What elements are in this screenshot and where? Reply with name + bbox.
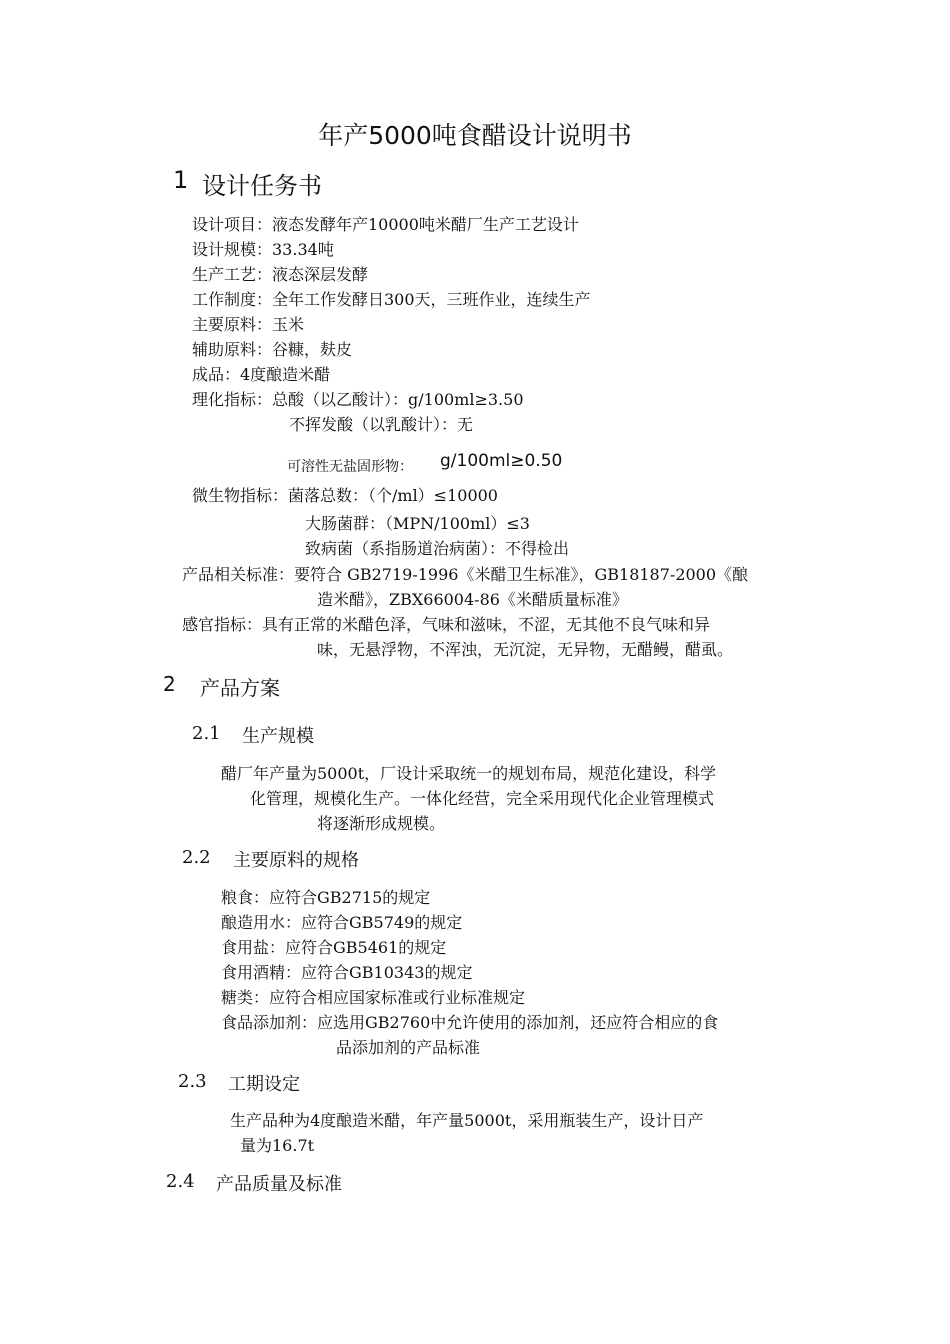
spec-line-value: g/100ml≥0.50 <box>440 451 563 471</box>
list-item: 食用酒精：应符合GB10343的规定 <box>221 963 473 982</box>
paragraph-line: 量为16.7t <box>240 1136 315 1155</box>
paragraph-line: 生产品种为4度酿造米醋，年产量5000t，采用瓶装生产，设计日产 <box>230 1111 704 1130</box>
section-2-3-heading: 工期设定 <box>228 1074 300 1095</box>
spec-line: 味，无悬浮物，不浑浊，无沉淀，无异物，无醋鳗，醋虱。 <box>317 640 734 659</box>
spec-line: 理化指标：总酸（以乙酸计）：g/100ml≥3.50 <box>192 390 524 409</box>
spec-line: 感官指标：具有正常的米醋色泽，气味和滋味，不涩，无其他不良气味和异 <box>182 615 711 634</box>
list-item: 糖类：应符合相应国家标准或行业标准规定 <box>221 988 526 1007</box>
paragraph-line: 化管理，规模化生产。一体化经营，完全采用现代化企业管理模式 <box>250 789 715 808</box>
section-2-1-heading: 生产规模 <box>242 726 314 747</box>
paragraph-line: 醋厂年产量为5000t，厂设计采取统一的规划布局，规范化建设，科学 <box>221 764 717 783</box>
spec-line: 造米醋》，ZBX66004-86《米醋质量标准》 <box>317 590 628 609</box>
section-2-2-number: 2.2 <box>182 847 211 868</box>
spec-line: 大肠菌群：（MPN/100ml）≤3 <box>305 514 530 533</box>
list-item: 粮食：应符合GB2715的规定 <box>221 888 431 907</box>
section-2-heading: 产品方案 <box>200 676 280 700</box>
list-item: 食品添加剂：应选用GB2760中允许使用的添加剂，还应符合相应的食 <box>221 1013 719 1032</box>
section-1-heading: 设计任务书 <box>202 172 322 200</box>
spec-line: 工作制度：全年工作发酵日300天，三班作业，连续生产 <box>192 290 591 309</box>
spec-line: 生产工艺：液态深层发酵 <box>192 265 369 284</box>
section-2-4-heading: 产品质量及标准 <box>216 1174 342 1195</box>
list-item: 品添加剂的产品标准 <box>336 1038 481 1057</box>
spec-line: 不挥发酸（以乳酸计）：无 <box>289 415 474 434</box>
page-title: 年产5000吨食醋设计说明书 <box>318 121 632 150</box>
spec-line: 成品：4度酿造米醋 <box>192 365 331 384</box>
spec-line: 致病菌（系指肠道治病菌）：不得检出 <box>305 539 570 558</box>
spec-line: 辅助原料：谷糠，麸皮 <box>192 340 353 359</box>
section-2-4-number: 2.4 <box>166 1171 195 1192</box>
spec-line: 设计项目：液态发酵年产10000吨米醋厂生产工艺设计 <box>192 215 579 234</box>
spec-line: 设计规模：33.34吨 <box>192 240 334 259</box>
spec-line-label: 可溶性无盐固形物： <box>287 459 413 475</box>
spec-line: 微生物指标：菌落总数：（个/ml）≤10000 <box>192 486 498 505</box>
list-item: 酿造用水：应符合GB5749的规定 <box>221 913 463 932</box>
spec-line: 主要原料：玉米 <box>192 315 305 334</box>
section-2-3-number: 2.3 <box>178 1071 207 1092</box>
list-item: 食用盐：应符合GB5461的规定 <box>221 938 447 957</box>
section-1-number: 1 <box>173 166 189 194</box>
section-2-number: 2 <box>163 672 176 696</box>
paragraph-line: 将逐渐形成规模。 <box>317 814 446 833</box>
section-2-1-number: 2.1 <box>192 723 221 744</box>
section-2-2-heading: 主要原料的规格 <box>233 850 359 871</box>
spec-line: 产品相关标准：要符合 GB2719-1996《米醋卫生标准》，GB18187-2000《酿 <box>182 565 749 584</box>
